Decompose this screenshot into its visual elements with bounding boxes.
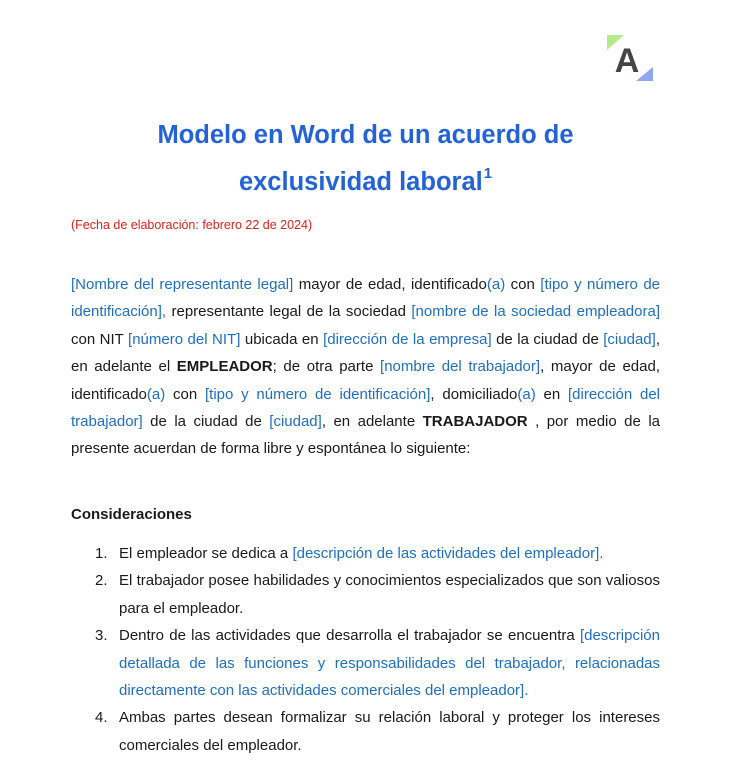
text-run: Ambas partes desean formalizar su relación laboral y proteger los intereses comerciales del empleador.: [119, 709, 660, 754]
text-run: con: [165, 385, 205, 403]
considerations-list: [71, 540, 660, 759]
text-run: , domiciliado: [430, 385, 518, 403]
list-item: [71, 567, 660, 622]
placeholder: [dirección del trabajador]: [71, 385, 660, 431]
footnote-marker: 1: [483, 164, 493, 182]
placeholder: [Nombre del representante legal]: [71, 276, 294, 293]
text-run: , por medio de la presente acuerdan de forma libre y espontánea lo siguiente:: [71, 413, 660, 458]
text-run: ubicada en: [240, 330, 324, 348]
placeholder: (a): [146, 385, 166, 403]
placeholder: (a): [517, 385, 536, 403]
list-item: [71, 540, 660, 567]
text-run: Dentro de las actividades que desarrolla el trabajador se encuentra: [119, 627, 580, 645]
text-run: , en adelante el: [71, 330, 660, 376]
placeholder: [descripción detallada de las funciones y responsabilidades del trabajador, relacionadas directamente con las actividades comerciales del empleador]: [119, 627, 660, 700]
placeholder: [número del NIT]: [128, 330, 241, 348]
text-run: .: [599, 545, 604, 562]
placeholder: [tipo y número de identificación]: [204, 385, 431, 403]
title-line-2: exclusividad laboral: [238, 168, 483, 196]
list-number: 1.: [95, 545, 108, 562]
logo-letter: A: [614, 42, 640, 80]
brand-logo-icon: [606, 34, 654, 82]
text-run: con: [505, 276, 541, 293]
placeholder: [tipo y número de identificación],: [71, 276, 661, 321]
party-label-worker: TRABAJADOR: [422, 413, 528, 431]
text-run: de la ciudad de: [491, 330, 604, 348]
party-label-employer: EMPLEADOR: [176, 358, 273, 376]
placeholder: [descripción de las actividades del empleador]: [292, 545, 600, 562]
text-run: El trabajador posee habilidades y conocimientos especializados que son valiosos para el empleador.: [119, 572, 660, 617]
placeholder: [nombre de la sociedad empleadora]: [411, 303, 660, 321]
list-item: [71, 704, 660, 759]
text-run: El empleador se dedica a: [119, 545, 293, 562]
title-line-1: Modelo en Word de un acuerdo de: [157, 121, 574, 149]
text-run: mayor de edad, identificado: [293, 276, 487, 293]
placeholder: [nombre del trabajador]: [380, 358, 541, 376]
placeholder: [dirección de la empresa]: [323, 330, 492, 348]
list-number: 3.: [95, 627, 108, 645]
placeholder: (a): [486, 276, 506, 293]
list-number: 4.: [95, 709, 108, 727]
elaboration-date: (Fecha de elaboración: febrero 22 de 2024): [71, 218, 313, 232]
text-run: con NIT: [71, 330, 129, 348]
text-run: representante legal de la sociedad: [166, 303, 412, 321]
text-run: , mayor de edad, identificado: [71, 358, 661, 403]
list-item: [71, 622, 660, 704]
text-run: .: [524, 682, 529, 700]
section-heading: Consideraciones: [71, 506, 192, 523]
page-title: [0, 112, 731, 206]
text-run: en: [535, 385, 568, 403]
placeholder: [ciudad]: [269, 413, 322, 431]
text-run: , en adelante: [321, 413, 423, 431]
placeholder: [ciudad]: [603, 330, 656, 348]
text-run: ; de otra parte: [272, 358, 381, 376]
text-run: de la ciudad de: [142, 413, 270, 431]
intro-paragraph: [71, 271, 660, 463]
list-number: 2.: [95, 572, 108, 590]
